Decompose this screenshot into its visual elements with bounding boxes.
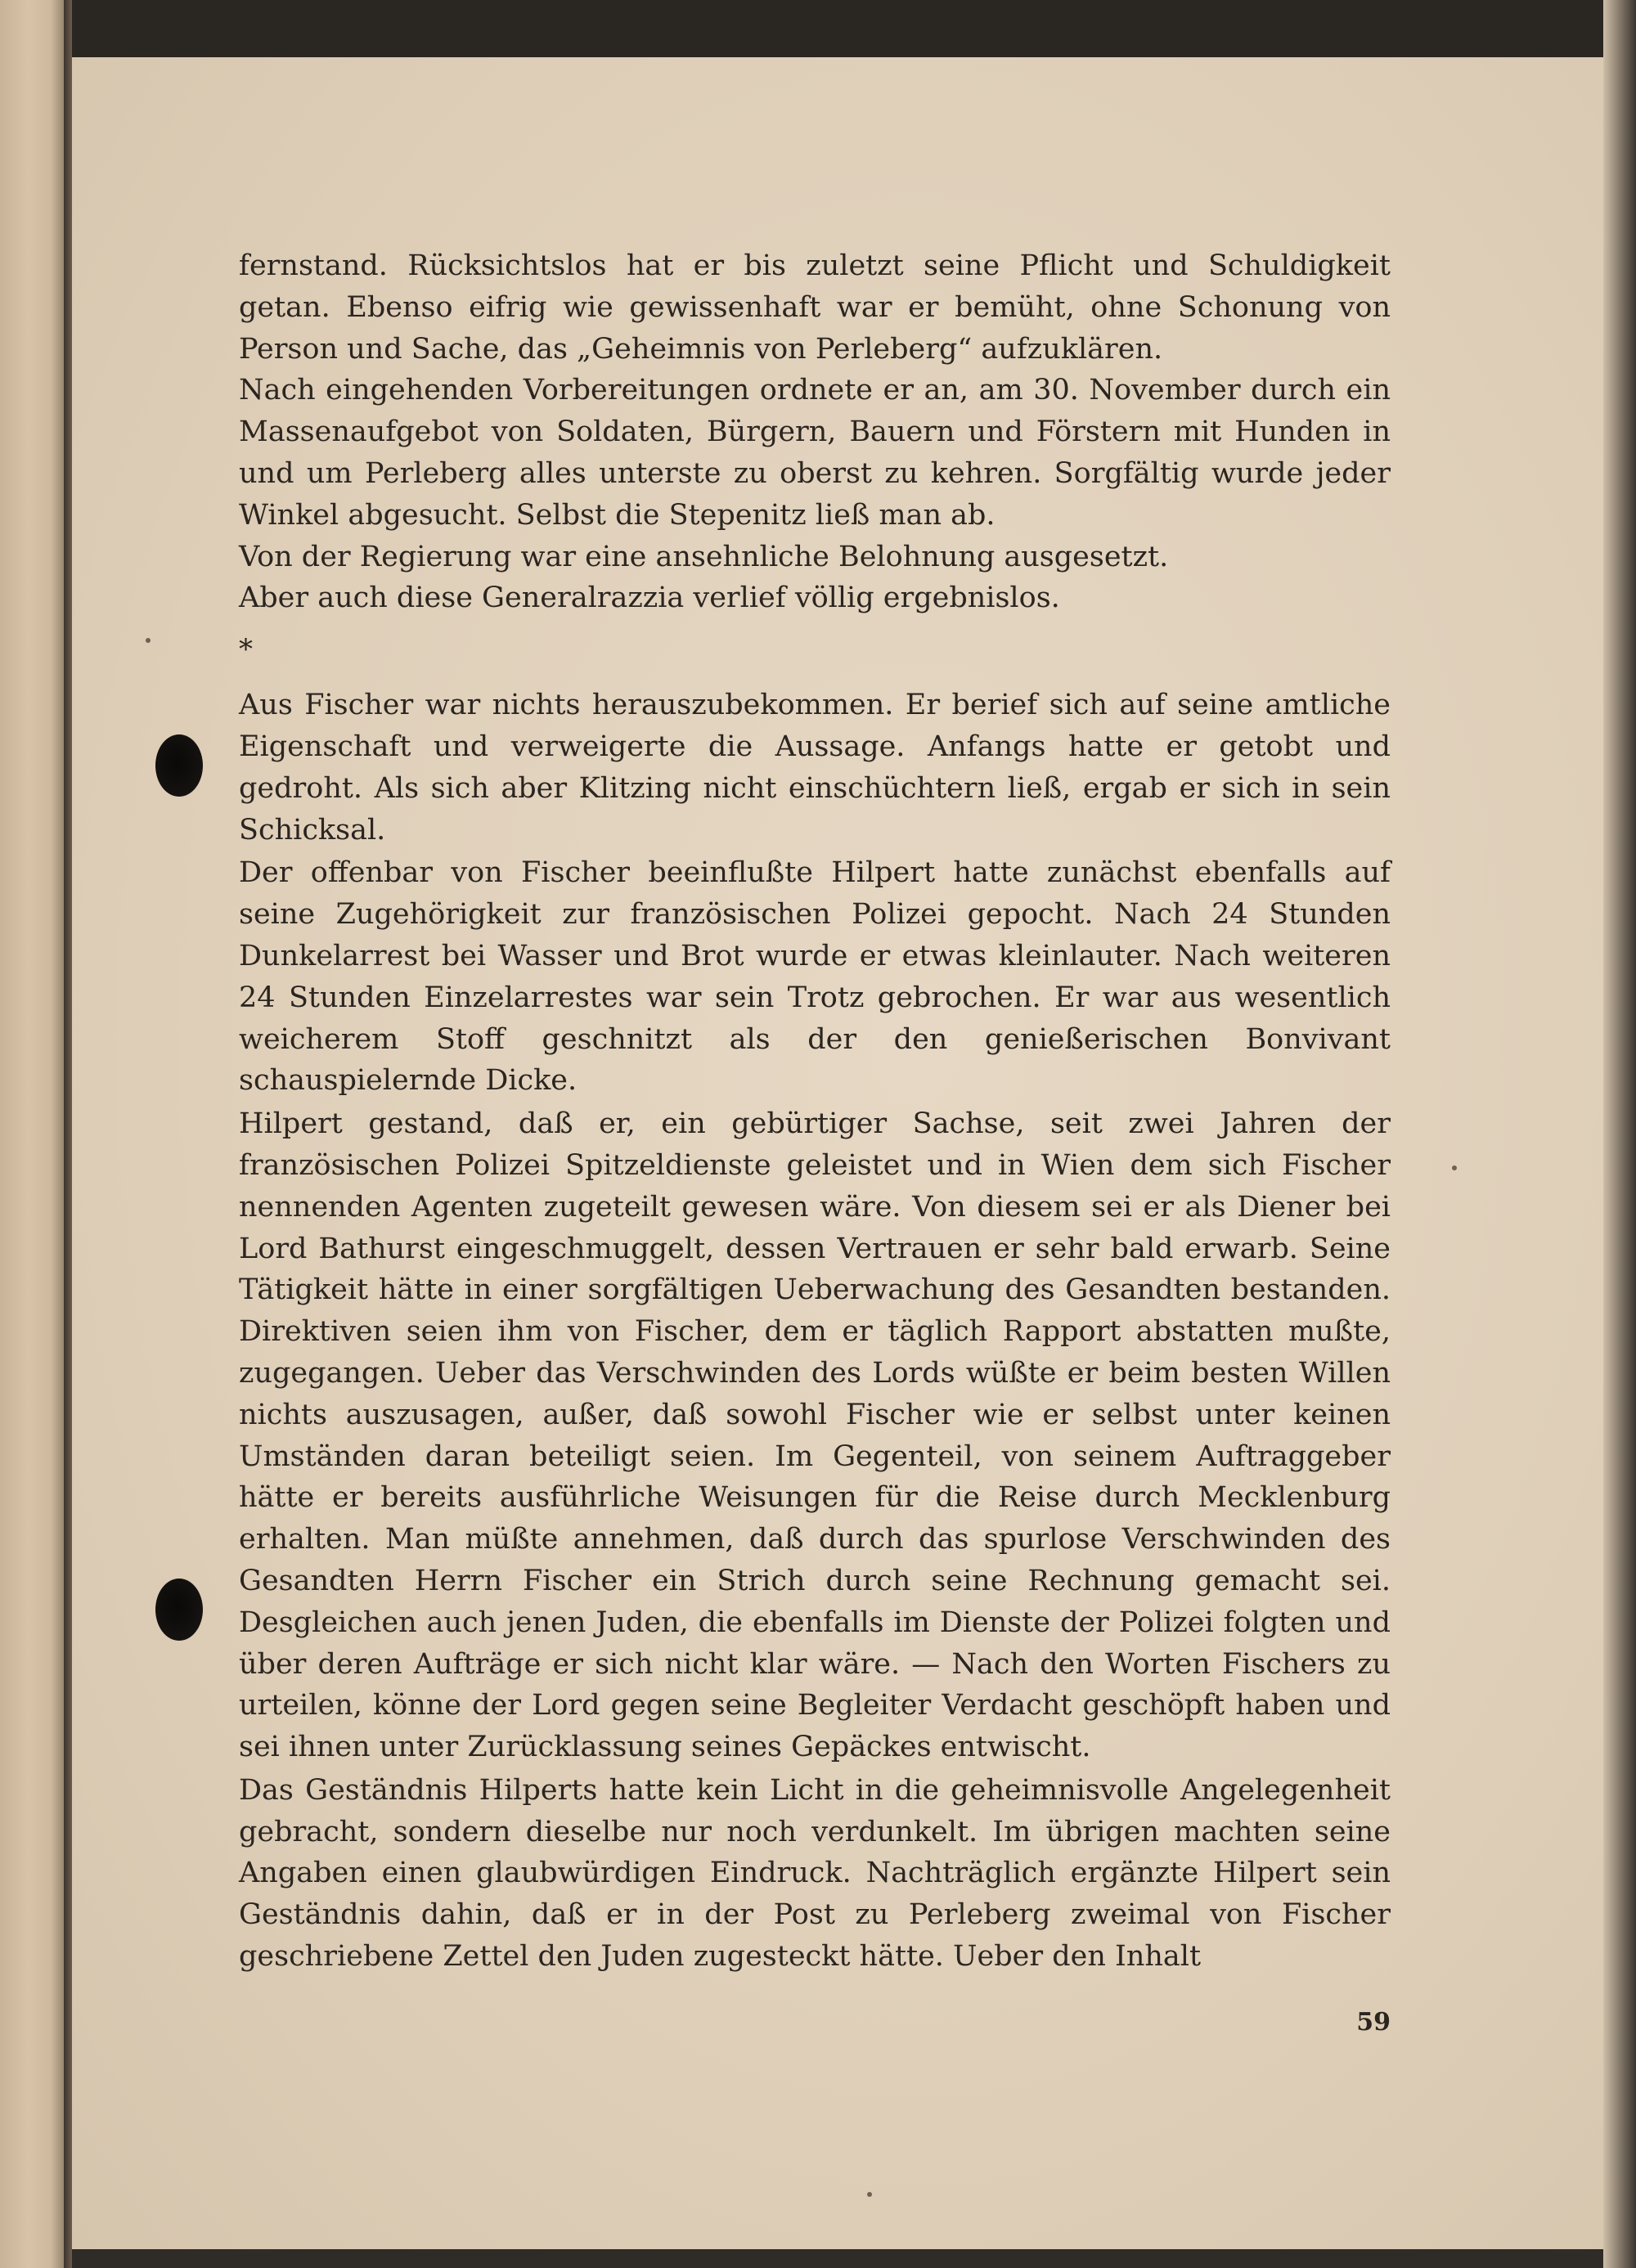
scan-border-right <box>1603 0 1636 2268</box>
section-separator: * <box>239 633 253 667</box>
paper-speck <box>867 2192 872 2197</box>
gutter-shadow <box>64 0 72 2268</box>
paragraph: fernstand. Rücksichtslos hat er bis zuletzt seine Pflicht und Schuldigkeit getan. Ebenso eifrig wie gewissenhaft war er bemüht, ohne Schonung von Person und Sache, das „Geheimnis von Perleberg“ aufzuklären. <box>239 249 1391 366</box>
paragraph: Von der Regierung war eine ansehnliche Belohnung ausgesetzt. <box>239 540 1169 573</box>
page-number: 59 <box>1356 2008 1391 2037</box>
paragraph: Aus Fischer war nichts herauszubekommen. Er berief sich auf seine amtliche Eigenschaft und verweigerte die Aussage. Anfangs hatte er getobt und gedroht. Als sich aber Klitzing nicht einschüchtern ließ, ergab er sich in sein Schicksal. <box>239 689 1391 847</box>
punch-hole-top <box>155 734 203 797</box>
paragraph: Der offenbar von Fischer beeinflußte Hilpert hatte zunächst ebenfalls auf seine Zugehörigkeit zur französischen Polizei gepocht. Nach 24 Stunden Dunkelarrest bei Wasser und Brot wurde er etwas kleinlauter. Nach weiteren 24 Stunden Einzelarrestes war sein Trotz gebrochen. Er war aus wesentlich weicherem Stoff geschnitzt als der den genießerischen Bonvivant schauspielernde Dicke. <box>239 856 1391 1098</box>
paragraph: Das Geständnis Hilperts hatte kein Licht in die geheimnisvolle Angelegenheit gebracht, sondern dieselbe nur noch verdunkelt. Im übrigen machten seine Angaben einen glaubwürdigen Eindruck. Nachträglich ergänzte Hilpert sein Geständnis dahin, daß er in der Post zu Perleberg zweimal von Fischer geschriebene Zettel den Juden zugesteckt hätte. Ueber den Inhalt <box>239 1773 1391 1974</box>
paper-speck <box>1452 1165 1457 1170</box>
paragraph: Hilpert gestand, daß er, ein gebürtiger Sachse, seit zwei Jahren der französischen Polizei Spitzeldienste geleistet und in Wien dem sich Fischer nennenden Agenten zugeteilt gewesen wäre. Von diesem sei er als Diener bei Lord Bathurst eingeschmuggelt, dessen Vertrauen er sehr bald erwarb. Seine Tätigkeit hätte in einer sorgfältigen Ueberwachung des Gesandten bestanden. Direktiven seien ihm von Fischer, dem er täglich Rapport abstatten mußte, zugegangen. Ueber das Verschwinden des Lords wüßte er beim besten Willen nichts auszusagen, außer, daß sowohl Fischer wie er selbst unter keinen Umständen daran beteiligt seien. Im Gegenteil, von seinem Auftraggeber hätte er bereits ausführliche Weisungen für die Reise durch Mecklenburg erhalten. Man müßte annehmen, daß durch das spurlose Verschwinden des Gesandten Herrn Fischer ein Strich durch seine Rechnung gemacht sei. Desgleichen auch jenen Juden, die ebenfalls im Dienste der Polizei folgten und über deren Aufträge er sich nicht klar wäre. — Nach den Worten Fischers zu urteilen, könne der Lord gegen seine Begleiter Verdacht geschöpft haben und sei ihnen unter Zurücklassung seines Gepäckes entwischt. <box>239 1107 1391 1764</box>
paragraph: Aber auch diese Generalrazzia verlief völlig ergebnislos. <box>239 582 1060 615</box>
scan-border-top <box>72 0 1636 57</box>
paper-speck <box>146 638 151 643</box>
left-page-edge <box>0 0 64 2268</box>
punch-hole-bottom <box>155 1579 203 1641</box>
body-text <box>239 245 1391 1978</box>
paragraph: Nach eingehenden Vorbereitungen ordnete er an, am 30. November durch ein Massenaufgebot von Soldaten, Bürgern, Bauern und Förstern mit Hunden in und um Perleberg alles unterste zu oberst zu kehren. Sorgfältig wurde jeder Winkel abgesucht. Selbst die Stepenitz ließ man ab. <box>239 374 1391 532</box>
